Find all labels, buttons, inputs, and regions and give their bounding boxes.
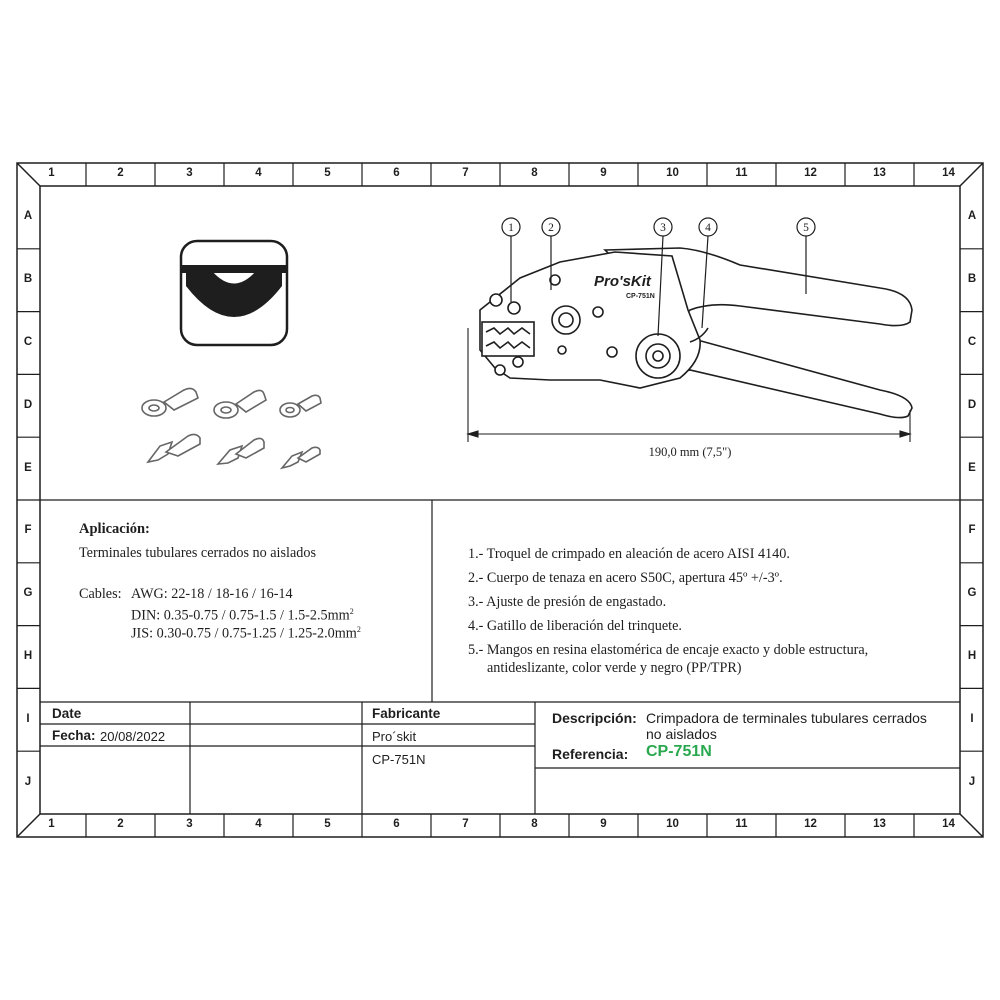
column-label: 13 <box>873 167 886 179</box>
cables-din: DIN: $0.35-0.75 / 0.75-1.5 / 1.5-2.5mm^2$ <box>131 607 354 624</box>
feature-item: 4.- Gatillo de liberación del trinquete. <box>468 618 682 634</box>
manufacturer-value: Pro´skit <box>372 729 417 744</box>
callout-5: 5 <box>803 222 809 234</box>
feature-item: 1.- Troquel de crimpado en aleación de acero AISI 4140. <box>468 546 790 562</box>
row-label: J <box>968 775 976 788</box>
column-label: 11 <box>735 167 748 179</box>
row-label: D <box>967 398 977 411</box>
column-label: 4 <box>255 818 262 830</box>
fork-terminal-icon <box>148 434 200 462</box>
row-label: J <box>24 775 32 788</box>
column-label: 8 <box>531 818 538 830</box>
column-label: 1 <box>48 818 55 830</box>
description-line2: no aislados <box>646 726 717 742</box>
row-label: E <box>24 461 32 474</box>
application-description: Terminales tubulares cerrados no aislados <box>79 545 316 561</box>
fecha-value: 20/08/2022 <box>100 729 166 744</box>
row-label: F <box>968 524 976 537</box>
fork-terminal-icon <box>282 447 320 468</box>
column-label: 13 <box>873 818 886 830</box>
row-label: I <box>970 712 974 725</box>
row-label: G <box>967 587 977 600</box>
ring-terminal-icon <box>142 388 198 416</box>
model-value: CP-751N <box>372 752 426 767</box>
column-label: 10 <box>666 818 679 830</box>
column-label: 9 <box>600 167 607 179</box>
column-label: 6 <box>393 167 400 179</box>
ring-terminal-icon <box>280 395 321 417</box>
row-label: D <box>23 398 33 411</box>
column-label: 7 <box>462 167 469 179</box>
fork-terminal-icon <box>218 438 264 464</box>
column-label: 6 <box>393 818 400 830</box>
terminals-illustration <box>130 368 330 498</box>
cables-jis: JIS: $0.30-0.75 / 0.75-1.25 / 1.25-2.0mm^2$ <box>131 625 361 642</box>
column-label: 2 <box>117 818 124 830</box>
callout-4: 4 <box>705 222 711 234</box>
column-label: 14 <box>942 167 955 179</box>
row-label: A <box>967 210 977 223</box>
row-label: A <box>23 210 33 223</box>
row-label: I <box>26 712 30 725</box>
feature-item: 5.- Mangos en resina elastomérica de encaje exacto y doble estructura, <box>468 642 869 658</box>
row-label: C <box>23 336 33 348</box>
column-label: 14 <box>942 818 955 830</box>
column-label: 12 <box>804 818 817 830</box>
column-label: 12 <box>804 167 817 179</box>
row-label: H <box>967 650 977 662</box>
tool-model-label: CP-751N <box>626 293 655 300</box>
callout-1: 1 <box>508 222 514 234</box>
column-label: 10 <box>666 167 679 179</box>
column-label: 5 <box>324 818 331 830</box>
column-label: 3 <box>186 167 193 179</box>
column-label: 3 <box>186 818 193 830</box>
row-label: E <box>968 461 976 474</box>
callout-3: 3 <box>660 222 666 234</box>
reference-label: Referencia: <box>552 746 629 762</box>
feature-item-continued: antideslizante, color verde y negro (PP/TPR) <box>487 660 742 676</box>
crimper-drawing <box>440 210 940 500</box>
column-label: 8 <box>531 167 538 179</box>
row-label: F <box>24 524 32 537</box>
fecha-label: Fecha: <box>52 728 96 743</box>
date-header: Date <box>52 706 82 721</box>
row-label: C <box>967 336 977 348</box>
column-label: 1 <box>48 167 55 179</box>
dimension-label: 190,0 mm (7,5") <box>648 445 732 459</box>
row-label: H <box>23 650 33 662</box>
brand-logo: Pro'sKit <box>594 273 651 290</box>
feature-item: 3.- Ajuste de presión de engastado. <box>468 594 667 610</box>
feature-item: 2.- Cuerpo de tenaza en acero S50C, apertura 45º +/-3º. <box>468 570 783 586</box>
column-label: 5 <box>324 167 331 179</box>
row-label: B <box>23 273 33 286</box>
row-label: G <box>23 587 33 600</box>
die-profile-icon <box>178 238 290 348</box>
description-line1: Crimpadora de terminales tubulares cerrados <box>646 710 927 726</box>
manufacturer-header: Fabricante <box>372 706 441 721</box>
column-label: 7 <box>462 818 469 830</box>
cables-awg: AWG: 22-18 / 18-16 / 16-14 <box>131 586 293 602</box>
row-label: B <box>967 273 977 286</box>
description-label: Descripción: <box>552 710 637 726</box>
column-label: 11 <box>735 818 748 830</box>
cables-label: Cables: <box>79 586 122 602</box>
column-label: 4 <box>255 167 262 179</box>
application-title: Aplicación: <box>79 521 150 537</box>
column-label: 9 <box>600 818 607 830</box>
column-label: 2 <box>117 167 124 179</box>
callout-2: 2 <box>548 222 554 234</box>
ring-terminal-icon <box>214 390 266 418</box>
reference-value: CP-751N <box>646 743 712 760</box>
